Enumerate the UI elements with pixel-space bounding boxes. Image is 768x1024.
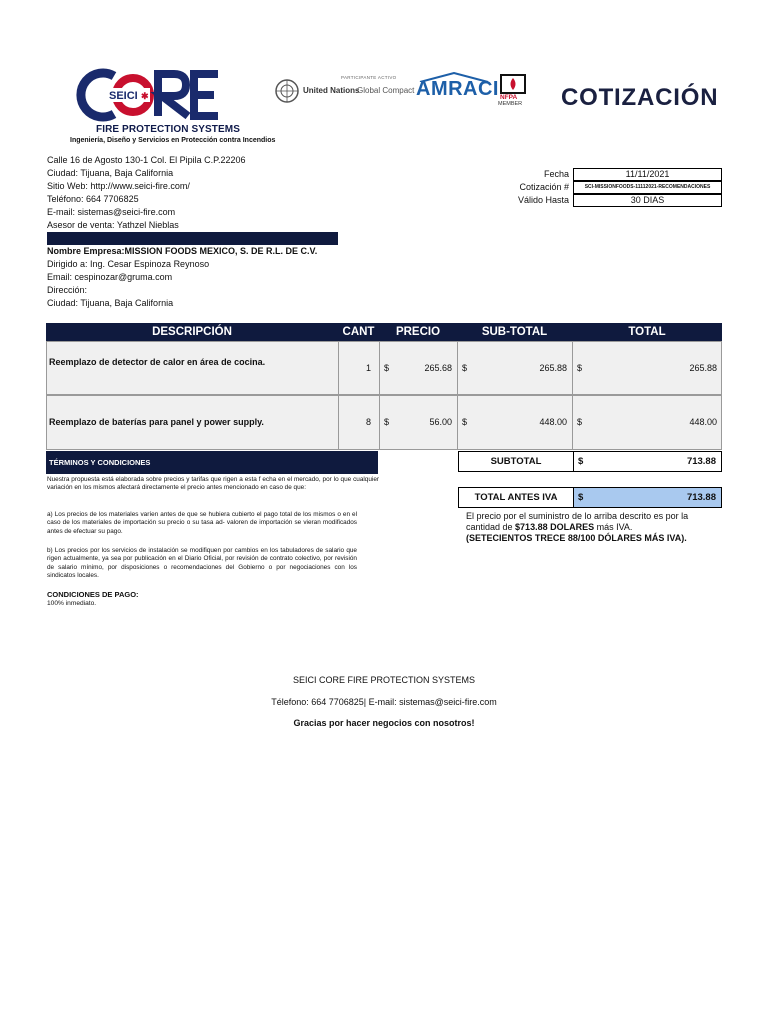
row-description: Reemplazo de baterías para panel y power supply. [47,396,339,449]
row-price [380,342,458,394]
nfpa-member-text: MEMBER [498,101,523,107]
terms-header: TÉRMINOS Y CONDICIONES [46,451,378,474]
nfpa-flame-icon [500,74,526,94]
row-total-value: 448.00 [689,417,717,427]
row-total [573,342,722,394]
row-subtotal-value: 448.00 [539,417,567,427]
valid-until-label: Válido Hasta [517,195,569,205]
row-price [380,396,458,449]
client-contact: Dirigido a: Ing. Cesar Espinoza Reynoso [47,259,210,269]
row-total-value: 265.88 [689,363,717,373]
items-table-header [46,323,722,341]
price-note-text: El precio por el suministro de lo arriba descrito es por la cantidad de [466,511,689,532]
row-subtotal-value: 265.88 [539,363,567,373]
core-logo-icon [70,66,220,124]
client-address: Dirección: [47,285,88,295]
nfpa-text: NFPA [500,94,518,101]
quote-number-value: SCI-MISSIONFOODS-11112021-RECOMENDACIONES [573,181,722,194]
total-before-tax-amount: 713.88 [686,492,716,503]
valid-until-value: 30 DIAS [573,194,722,207]
company-logo [70,66,276,150]
date-value: 11/11/2021 [573,168,722,181]
row-description: Reemplazo de detector de calor en área de cocina. [47,342,339,394]
subtotal-label: SUBTOTAL [459,452,574,471]
header-quantity: CANT [342,326,375,338]
document-title: COTIZACIÓN [561,84,719,111]
currency-symbol: $ [578,492,584,503]
client-company: Nombre Empresa:MISSION FOODS MEXICO, S. DE R.L. DE C.V. [47,246,318,256]
terms-clause-b: b) Los precios por los servicios de instalación se modifiquen por cambios en los tabuladores de salario que rigen actualmente, ya sea por publicación en el Diario Oficial, por revisión de contrato colectivo, por revisión de salario mínimo, por disposiciones o recomendaciones del Gobierno o por negociaciones con los sindicatos locales. [47,547,357,579]
table-row [46,395,722,450]
currency-symbol: $ [577,363,583,373]
table-row [46,341,722,395]
subtotal-amount: 713.88 [686,456,716,467]
payment-terms-text: 100% inmediato. [47,600,97,607]
client-info [47,245,317,310]
un-name: United Nations [303,86,360,95]
price-note-tax: más IVA. [594,522,633,532]
amraci-text: AMRACI [416,78,499,100]
logo-subtitle: FIRE PROTECTION SYSTEMS [96,124,240,135]
amraci-logo [416,72,499,108]
row-total [573,396,722,449]
subtotal-box [458,451,722,472]
company-city: Ciudad: Tijuana, Baja California [47,168,174,178]
section-divider-bar [47,232,338,245]
subtotal-value [574,452,721,471]
sales-advisor: Asesor de venta: Yathzel Nieblas [47,220,179,230]
header-description: DESCRIPCIÓN [152,326,232,338]
date-label: Fecha [543,169,569,179]
price-note-words: (SETECIENTOS TRECE 88/100 DÓLARES MÁS IVA). [466,533,687,543]
price-note-amount: $713.88 DOLARES [515,522,595,532]
row-quantity: 8 [339,396,380,449]
row-subtotal [458,396,573,449]
currency-symbol: $ [462,417,468,427]
terms-clause-a: a) Los precios de los materiales varíen antes de que se hubiera cubierto el pago total de los mismos o en el caso de los materiales de importación su precio o su tasa ad- valoren de importación se vieran modificados antes de efectuar su pago. [47,511,357,535]
footer-contact: Télefono: 664 7706825| E-mail: sistemas@seici-fire.com [271,697,497,707]
company-info [47,154,245,232]
header-price: PRECIO [395,326,441,338]
company-phone: Teléfono: 664 7706825 [47,194,139,204]
currency-symbol: $ [577,417,583,427]
svg-text:✱: ✱ [141,91,149,101]
payment-terms-title: CONDICIONES DE PAGO: [47,590,139,599]
row-subtotal [458,342,573,394]
un-global-compact-logo [275,75,415,107]
currency-symbol: $ [384,363,390,373]
footer-company: SEICI CORE FIRE PROTECTION SYSTEMS [292,675,476,685]
header-subtotal: SUB-TOTAL [481,326,548,338]
client-email: Email: cespinozar@gruma.com [47,272,173,282]
currency-symbol: $ [578,456,584,467]
footer-thanks: Gracias por hacer negocios con nosotros! [293,718,475,728]
currency-symbol: $ [462,363,468,373]
un-emblem-icon [275,79,299,103]
company-email: E-mail: sistemas@seici-fire.com [47,207,176,217]
terms-intro: Nuestra propuesta está elaborada sobre precios y tarifas que rigen a esta f echa en el mercado, por lo que cualquier variación en los mismos afectará directamente el precio antes mencionado en caso de que: [47,476,379,492]
un-participant-label: PARTICIPANTE ACTIVO [341,75,397,80]
company-address: Calle 16 de Agosto 130-1 Col. El Pipila C.P.22206 [47,155,246,165]
row-price-value: 56.00 [429,417,452,427]
total-before-tax-label: TOTAL ANTES IVA [459,488,574,507]
row-quantity: 1 [339,342,380,394]
total-before-tax-value [574,488,721,507]
client-city: Ciudad: Tijuana, Baja California [47,298,174,308]
row-price-value: 265.68 [424,363,452,373]
company-website: Sitio Web: http://www.seici-fire.com/ [47,181,190,191]
total-before-tax-box [458,487,722,508]
un-global-compact: Global Compact [357,86,415,95]
price-note [466,511,722,544]
currency-symbol: $ [384,417,390,427]
svg-text:SEICI: SEICI [109,90,138,102]
header-total: TOTAL [628,326,666,338]
logo-tagline: Ingeniería, Diseño y Servicios en Protección contra Incendios [70,137,276,144]
quote-number-label: Cotización # [519,182,569,192]
nfpa-logo [498,74,530,110]
